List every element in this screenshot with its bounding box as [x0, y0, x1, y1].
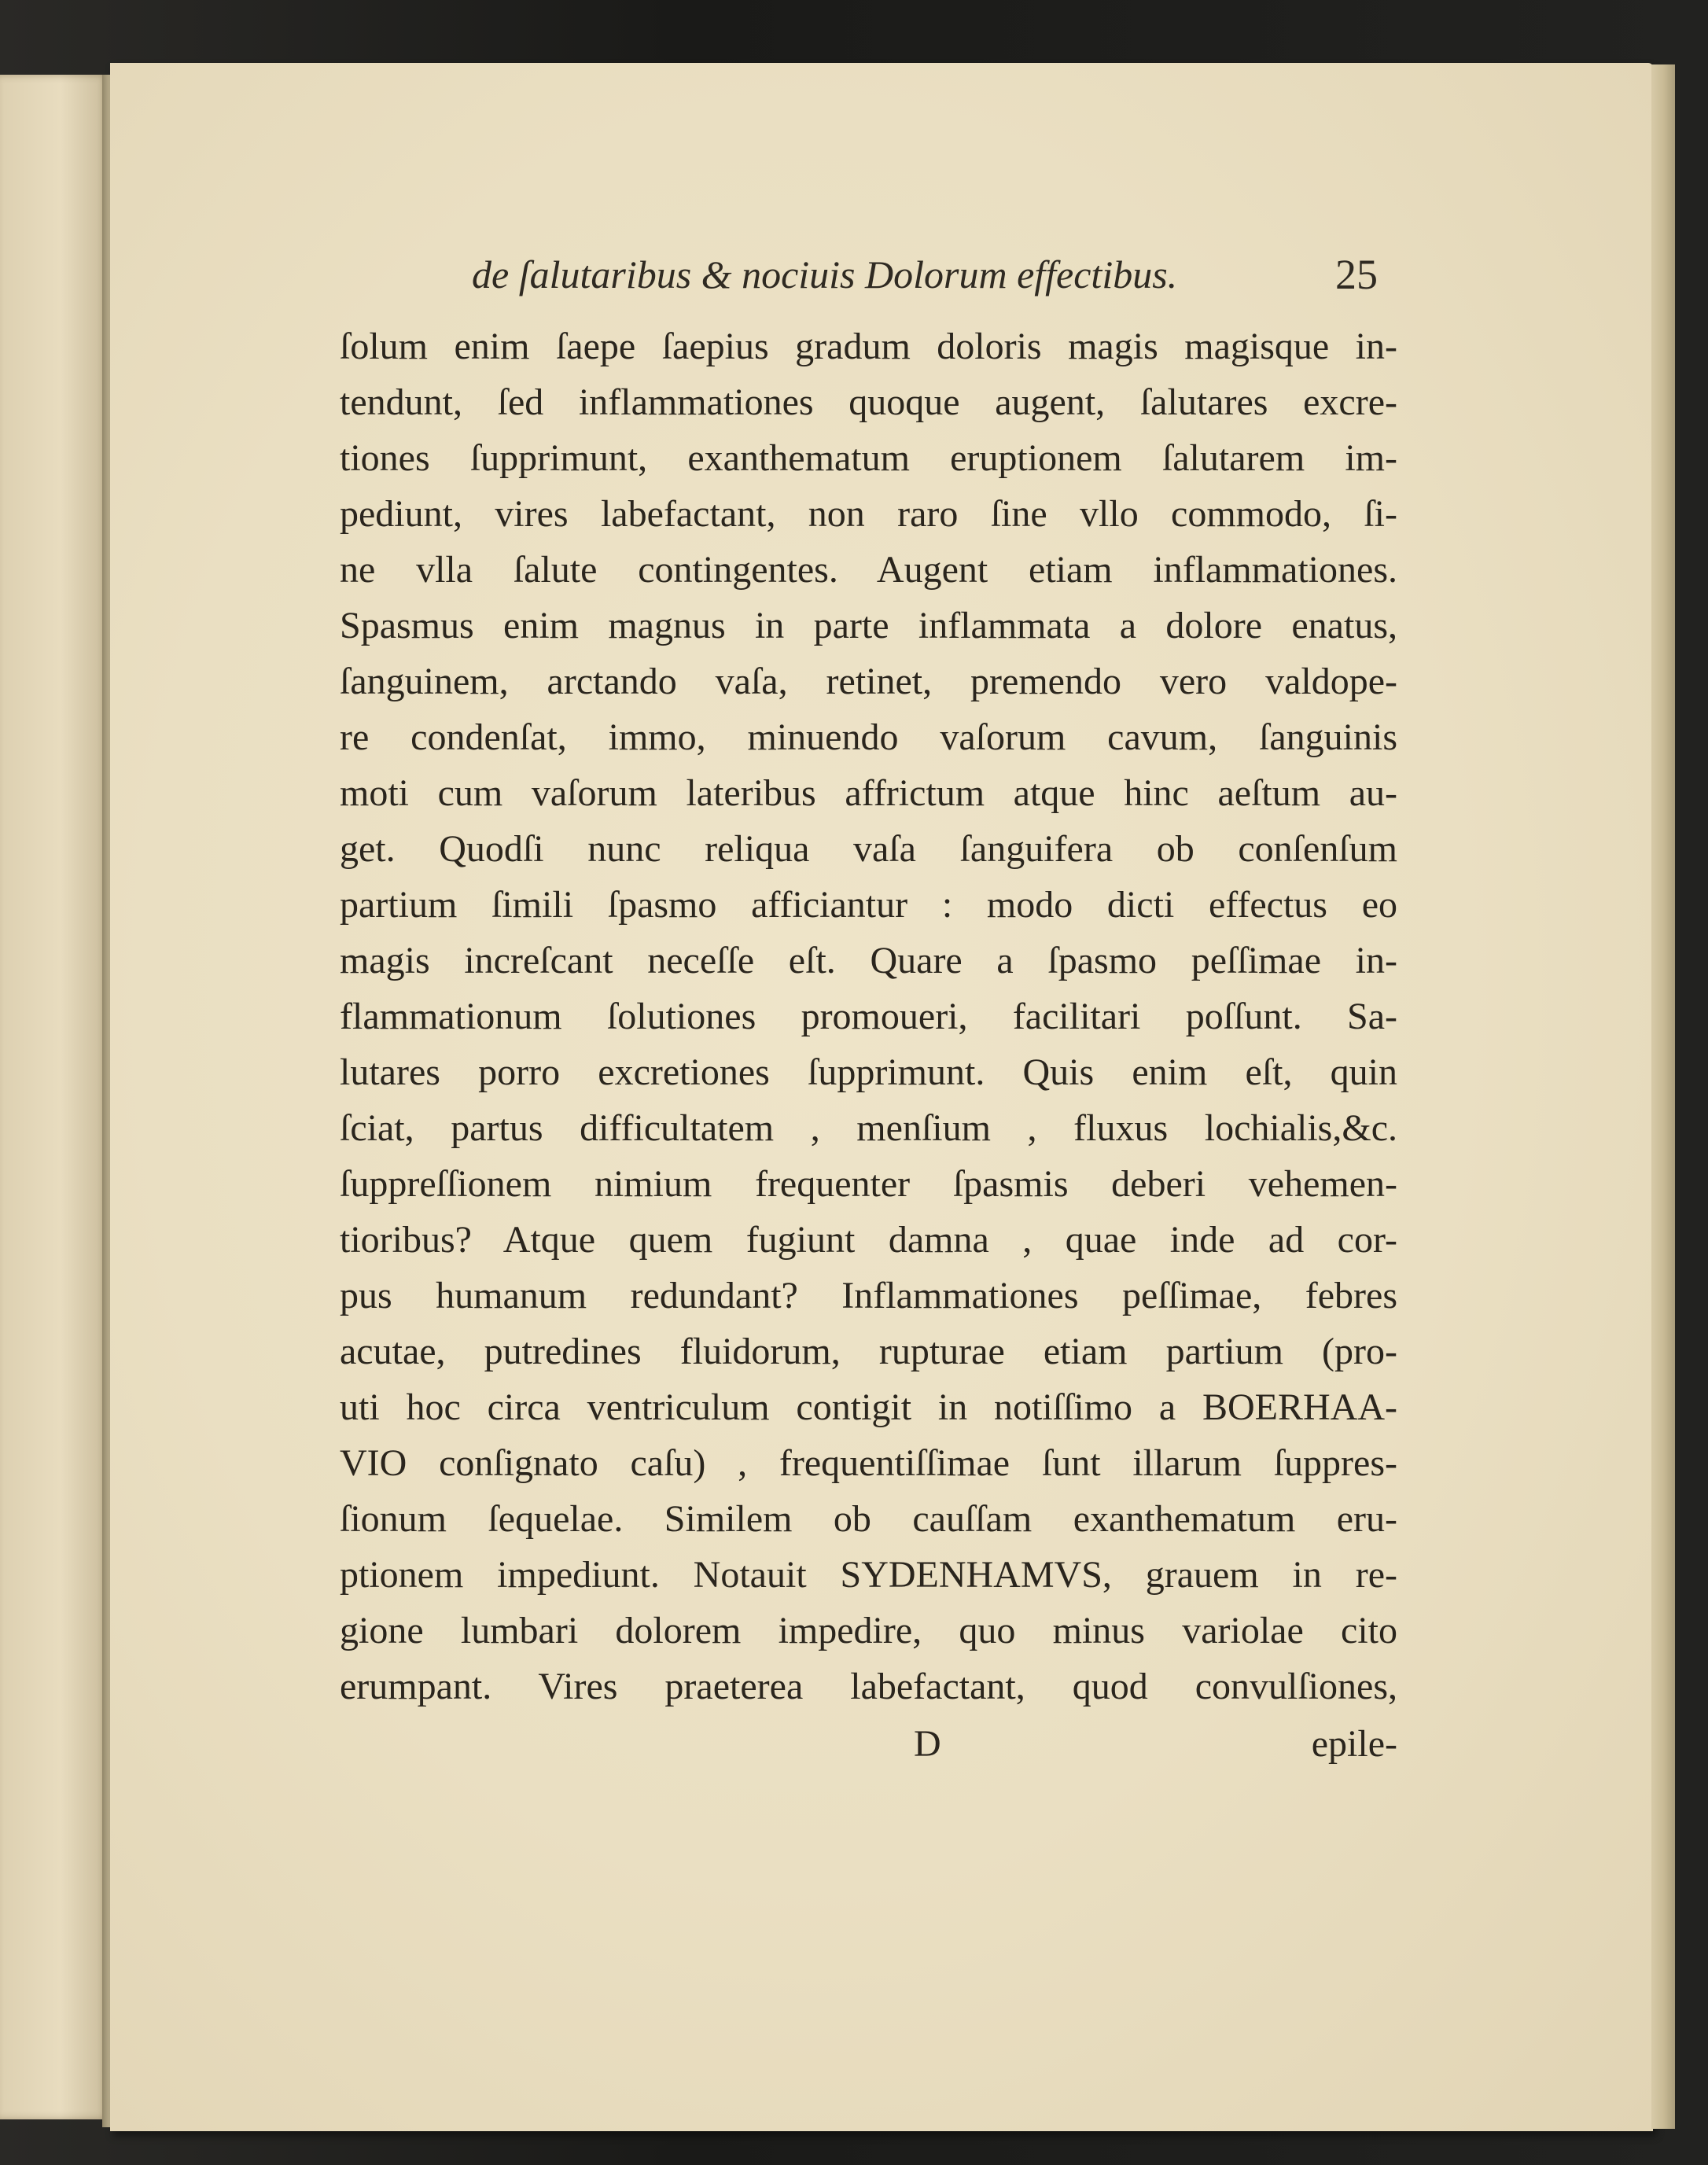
text-line: acutae, putredines fluidorum, rupturae etiam partium (pro- [340, 1331, 1397, 1372]
text-line: pediunt, vires labefactant, non raro ſine vllo commodo, ſi- [340, 493, 1397, 535]
signature-mark: D [914, 1723, 941, 1765]
text-line: tiones ſupprimunt, exanthematum eruptionem ſalutarem im- [340, 437, 1397, 479]
text-line: get. Quodſi nunc reliqua vaſa ſanguifera ob conſenſum [340, 828, 1397, 870]
text-line: re condenſat, immo, minuendo vaſorum cavum, ſanguinis [340, 716, 1397, 758]
page-footer [340, 1716, 1397, 1772]
text-line: pus humanum redundant? Inflammationes peſſimae, febres [340, 1275, 1397, 1316]
text-line: magis increſcant neceſſe eſt. Quare a ſpasmo peſſimae in- [340, 940, 1397, 981]
text-line: gione lumbari dolorem impedire, quo minus variolae cito [340, 1610, 1397, 1651]
text-line: VIO conſignato caſu) , frequentiſſimae ſunt illarum ſuppres- [340, 1442, 1397, 1484]
running-title: de ſalutaribus & nociuis Dolorum effectibus. [472, 252, 1178, 296]
page-edge [1651, 64, 1675, 2129]
page-number: 25 [1335, 251, 1378, 298]
catchword: epile- [1311, 1723, 1397, 1765]
text-line: ſanguinem, arctando vaſa, retinet, premendo vero valdope- [340, 661, 1397, 702]
text-line: moti cum vaſorum lateribus affrictum atque hinc aeſtum au- [340, 772, 1397, 814]
text-line: flammationum ſolutiones promoueri, facilitari poſſunt. Sa- [340, 996, 1397, 1037]
text-line: ne vlla ſalute contingentes. Augent etiam inflammationes. [340, 549, 1397, 591]
text-line: ſionum ſequelae. Similem ob cauſſam exanthematum eru- [340, 1498, 1397, 1540]
text-line: uti hoc circa ventriculum contigit in notiſſimo a BOERHAA- [340, 1386, 1397, 1428]
text-line: tioribus? Atque quem fugiunt damna , quae inde ad cor- [340, 1219, 1397, 1261]
text-line: erumpant. Vires praeterea labefactant, quod convulſiones, [340, 1666, 1397, 1707]
text-line: lutares porro excretiones ſupprimunt. Quis enim eſt, quin [340, 1051, 1397, 1093]
text-line: ſciat, partus difficultatem , menſium , fluxus lochialis,&c. [340, 1107, 1397, 1149]
text-line: ſuppreſſionem nimium frequenter ſpasmis deberi vehemen- [340, 1163, 1397, 1205]
text-line: tendunt, ſed inflammationes quoque augent, ſalutares excre- [340, 381, 1397, 423]
text-line: ptionem impediunt. Notauit SYDENHAMVS, grauem in re- [340, 1554, 1397, 1596]
left-page-edge [0, 75, 110, 2119]
text-line: ſolum enim ſaepe ſaepius gradum doloris magis magisque in- [340, 326, 1397, 367]
main-text-block [340, 318, 1397, 1714]
text-line: partium ſimili ſpasmo afficiantur : modo dicti effectus eo [340, 884, 1397, 926]
text-line: Spasmus enim magnus in parte inflammata a dolore enatus, [340, 605, 1397, 646]
